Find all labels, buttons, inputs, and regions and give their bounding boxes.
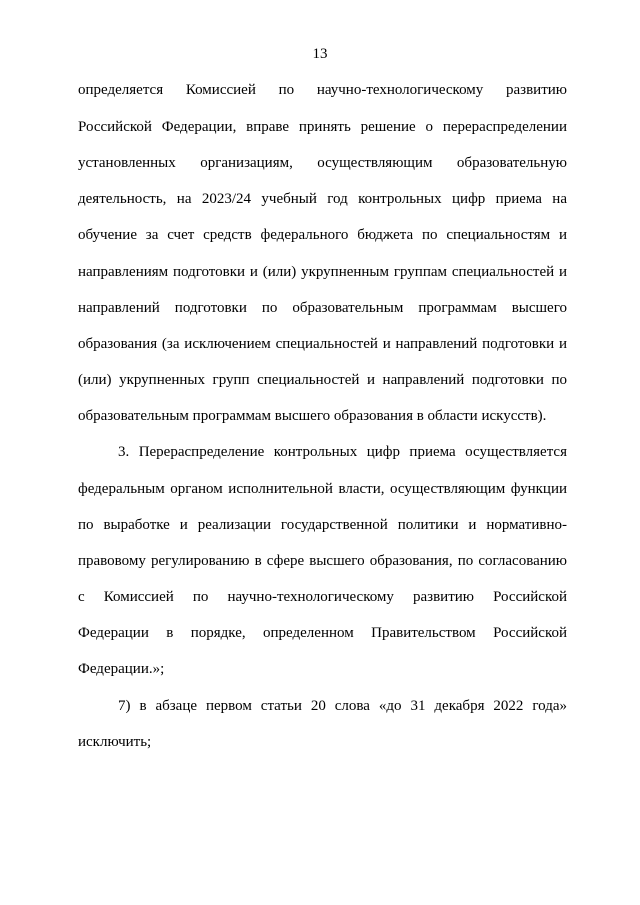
- text-line: установленных организациям, осуществляющим образовательную: [78, 155, 567, 171]
- text-line: деятельность, на 2023/24 учебный год контрольных цифр приема на: [78, 191, 567, 207]
- text-line: образования (за исключением специальностей и направлений подготовки и: [78, 336, 567, 352]
- text-line: направлениям подготовки и (или) укрупненным группам специальностей и: [78, 264, 567, 280]
- paragraph-3-first-line: 3. Перераспределение контрольных цифр приема осуществляется: [118, 444, 567, 460]
- text-line: определяется Комиссией по научно-технологическому развитию: [78, 82, 567, 98]
- text-line: Федерации в порядке, определенном Правительством Российской: [78, 625, 567, 641]
- text-line: с Комиссией по научно-технологическому развитию Российской: [78, 589, 567, 605]
- text-line: федеральным органом исполнительной власти, осуществляющим функции: [78, 481, 567, 497]
- text-line: по выработке и реализации государственной политики и нормативно-: [78, 517, 567, 533]
- item-7-first-line: 7) в абзаце первом статьи 20 слова «до 31 декабря 2022 года»: [118, 698, 567, 714]
- text-line: исключить;: [78, 734, 152, 750]
- text-line: (или) укрупненных групп специальностей и направлений подготовки по: [78, 372, 567, 388]
- page-number: 13: [312, 46, 328, 62]
- text-line: направлений подготовки по образовательным программам высшего: [78, 300, 567, 316]
- text-line: правовому регулированию в сфере высшего образования, по согласованию: [78, 553, 567, 569]
- text-line: образовательным программам высшего образования в области искусств).: [78, 408, 547, 424]
- text-line: Российской Федерации, вправе принять решение о перераспределении: [78, 119, 567, 135]
- text-line: обучение за счет средств федерального бюджета по специальностям и: [78, 227, 567, 243]
- text-line: Федерации.»;: [78, 661, 165, 677]
